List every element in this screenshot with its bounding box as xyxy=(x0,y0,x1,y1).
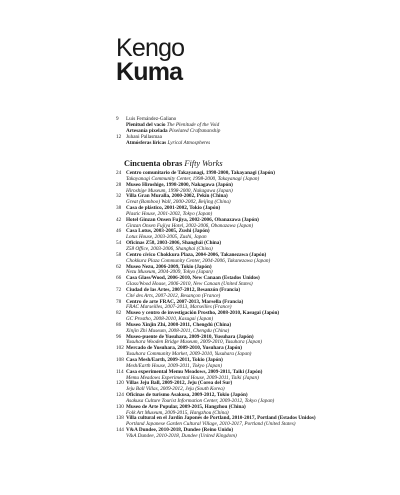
page-number: 32 xyxy=(116,193,122,200)
page-number: 144 xyxy=(116,427,124,434)
work-title-en: Cité des Arts, 2007-2012, Besançon (France) xyxy=(126,292,221,299)
work-title-es: Casa Lotus, 2003-2005, Zushi (Japón) xyxy=(126,228,210,235)
page-number: 124 xyxy=(116,392,124,399)
intro-entry xyxy=(116,141,356,147)
work-entry xyxy=(116,288,386,300)
page-number: 72 xyxy=(116,286,122,293)
page-number: 54 xyxy=(116,240,122,247)
work-title-es: Oficinas de turismo Asakusa, 2009-2012, Tokio (Japón) xyxy=(126,392,248,399)
page-number: 138 xyxy=(116,415,124,422)
work-entry xyxy=(116,323,386,335)
section-title-en: Fifty Works xyxy=(184,159,223,168)
author-name: Luis Fernández-Galiano xyxy=(126,116,177,122)
page-number: 120 xyxy=(116,380,124,387)
work-subtitle-row xyxy=(116,434,386,440)
essay-title-en: Lyrical Atmospheres xyxy=(167,139,211,146)
book-title xyxy=(116,36,184,84)
page-number: 12 xyxy=(116,133,122,140)
work-title-en: Yusuhara Wooden Bridge Museum, 2009-2010, Yusuhara (Japan) xyxy=(126,339,263,346)
work-title-en: Z58 Office, 2003-2006, Shanghai (China) xyxy=(126,245,213,252)
work-title-en: Mesh/Earth House, 2009-2011, Tokyo (Japan) xyxy=(126,362,222,369)
essay-title-en: The Plenitude of the Void xyxy=(166,121,220,128)
work-title-es: Museo Xinjin Zhi, 2008-2011, Chengdú (China) xyxy=(126,321,232,328)
page-number xyxy=(116,141,126,147)
page-number: 62 xyxy=(116,263,122,270)
title-last-name: Kuma xyxy=(116,58,183,86)
work-entry xyxy=(116,206,386,218)
work-title-en: Folk Art Museum, 2009-2015, Hangzhou (China) xyxy=(126,409,229,416)
page-number: 82 xyxy=(116,310,122,317)
work-title-es: Villa cultural en el Jardín Japonés de Portland, 2010-2017, Portland (Estados Unidos) xyxy=(126,415,316,422)
work-title-es: Casa experimental Memu Meadows, 2009-2011, Taiki (Japón) xyxy=(126,368,263,375)
section-title-es: Cincuenta obras xyxy=(124,159,183,168)
work-title-es: Museo Nezu, 2006-2009, Tokio (Japón) xyxy=(126,263,212,270)
page-number: 24 xyxy=(116,170,122,176)
page-number: 46 xyxy=(116,228,122,235)
page-number: 28 xyxy=(116,181,122,188)
page-number: 86 xyxy=(116,321,122,328)
work-title-es: Oficinas Z58, 2003-2006, Shanghái (China) xyxy=(126,240,222,247)
work-title-en: Plastic House, 2001-2002, Tokyo (Japan) xyxy=(126,210,213,217)
page-number: 102 xyxy=(116,345,124,352)
work-entry xyxy=(116,253,386,265)
page-number: 96 xyxy=(116,333,122,340)
work-entry xyxy=(116,428,386,440)
work-title-en: Nezu Museum, 2004-2009, Tokyo (Japan) xyxy=(126,269,213,276)
essay-title-es: Artesanía pixelada xyxy=(126,127,168,134)
page-number: 42 xyxy=(116,216,122,223)
page-number: 78 xyxy=(116,298,122,305)
page-number: 114 xyxy=(116,368,124,375)
work-title-es: Museo-puente de Yusuhara, 2009-2010, Yusuhara (Japón) xyxy=(126,333,254,340)
work-title-es: Mercado de Yusuhara, 2009-2010, Yusuhara (Japón) xyxy=(126,345,243,352)
work-title-en: GC Prostho, 2008-2010, Kasugai (Japan) xyxy=(126,316,214,323)
work-title-es: Centro cívico Chokkura Plaza, 2004-2006, Takanezawa (Japón) xyxy=(126,251,267,258)
work-title-es: Casa Mesh/Earth, 2009-2011, Tokio (Japón) xyxy=(126,357,223,363)
work-title-es: Casa Glass/Wood, 2006-2010, New Canaan (Estados Unidos) xyxy=(126,275,260,282)
page-number: 9 xyxy=(116,116,119,122)
work-title-en: Memu Meadows Experimental House, 2009-2011, Taiki (Japan) xyxy=(126,374,259,381)
work-title-en: Lotus House, 2003-2005, Zushi, Japan xyxy=(126,234,207,241)
work-title-en: Chokkura Plaza Community Center, 2004-2006, Takanezawa (Japan) xyxy=(126,257,271,264)
work-entry xyxy=(116,171,386,183)
work-title-es: Centro de arte FRAC, 2007-2013, Marsella (Francia) xyxy=(126,298,244,305)
page-number: 130 xyxy=(116,403,124,410)
page-number: 38 xyxy=(116,205,122,212)
work-title-en: Portland Japanese Garden Cultural Village, 2010-2017, Portland (United States) xyxy=(126,421,296,428)
work-title-en: Great (Bamboo) Wall, 2000-2002, Beijing (China) xyxy=(126,199,231,206)
work-title-en: V&A Dundee, 2010-2018, Dundee (United Kingdom) xyxy=(126,432,237,439)
work-title-es: Villas Jeju Ball, 2009-2012, Jeju (Corea del Sur) xyxy=(126,380,233,387)
works-list xyxy=(116,171,386,440)
work-title-es: Ciudad de las Artes, 2007-2012, Besanzón (Francia) xyxy=(126,286,241,293)
page-number: 58 xyxy=(116,251,122,258)
work-title-en: Ginzan Onsen Fujiya Hotel, 2002-2006, Obanazawa (Japan) xyxy=(126,222,254,229)
essay-title-es: Atmósferas líricas xyxy=(126,139,167,146)
author-name: Juhani Pallasmaa xyxy=(126,133,162,140)
work-title-en: Glass/Wood House, 2006-2010, New Canaan (United States) xyxy=(126,281,253,288)
work-title-es: Museo Hiroshige, 1998-2000, Nakagawa (Japón) xyxy=(126,181,233,188)
essay-title-en: Pixelated Craftsmanship xyxy=(168,127,221,134)
title-first-name: Kengo xyxy=(116,34,185,62)
work-title-es: Hotel Ginzan Onsen Fujiya, 2002-2006, Obanazawa (Japón) xyxy=(126,216,259,223)
page-number: 108 xyxy=(116,357,124,363)
work-title-en: Yusuhara Community Market, 2009-2010, Yusuhara (Japan) xyxy=(126,351,252,358)
work-title-es: Museo de Arte Popular, 2009-2015, Hangzhou (China) xyxy=(126,403,246,410)
work-title-en: Takayanagi Community Center, 1998-2000, Takayanagi (Japan) xyxy=(126,175,260,182)
work-title-es: Centro comunitario de Takayanagi, 1998-2000, Takayanagi (Japón) xyxy=(126,170,275,176)
page-number: 66 xyxy=(116,275,122,282)
work-title-en: Hiroshige Museum, 1998-2000, Nakagawa (Japan) xyxy=(126,187,233,194)
intro-contents xyxy=(116,117,356,147)
work-title-en: Xinjin Zhi Museum, 2008-2011, Chengdu (China) xyxy=(126,327,230,334)
work-title-es: Casa de plástico, 2001-2002, Tokio (Japón) xyxy=(126,205,221,212)
work-title-es: V&A Dundee, 2010-2018, Dundee (Reino Unido) xyxy=(126,427,234,434)
section-heading xyxy=(124,159,223,168)
work-entry xyxy=(116,358,386,370)
work-title-es: Museo y centro de investigación Prostho, 2008-2010, Kasugai (Japón) xyxy=(126,310,280,317)
essay-title-es: Plenitud del vacío xyxy=(126,121,166,128)
work-title-en: Jeju Ball Villas, 2009-2012, Jeju (South Korea) xyxy=(126,386,225,393)
work-title-en: FRAC Marseilles, 2007-2013, Marseilles (France) xyxy=(126,304,232,311)
indent-spacer xyxy=(116,434,126,440)
work-entry xyxy=(116,393,386,405)
work-title-es: Villa Gran Muralla, 2000-2002, Pekín (China) xyxy=(126,193,228,200)
work-title-en: Asakusa Culture Tourist Information Center, 2009-2012, Tokyo (Japan) xyxy=(126,397,275,404)
